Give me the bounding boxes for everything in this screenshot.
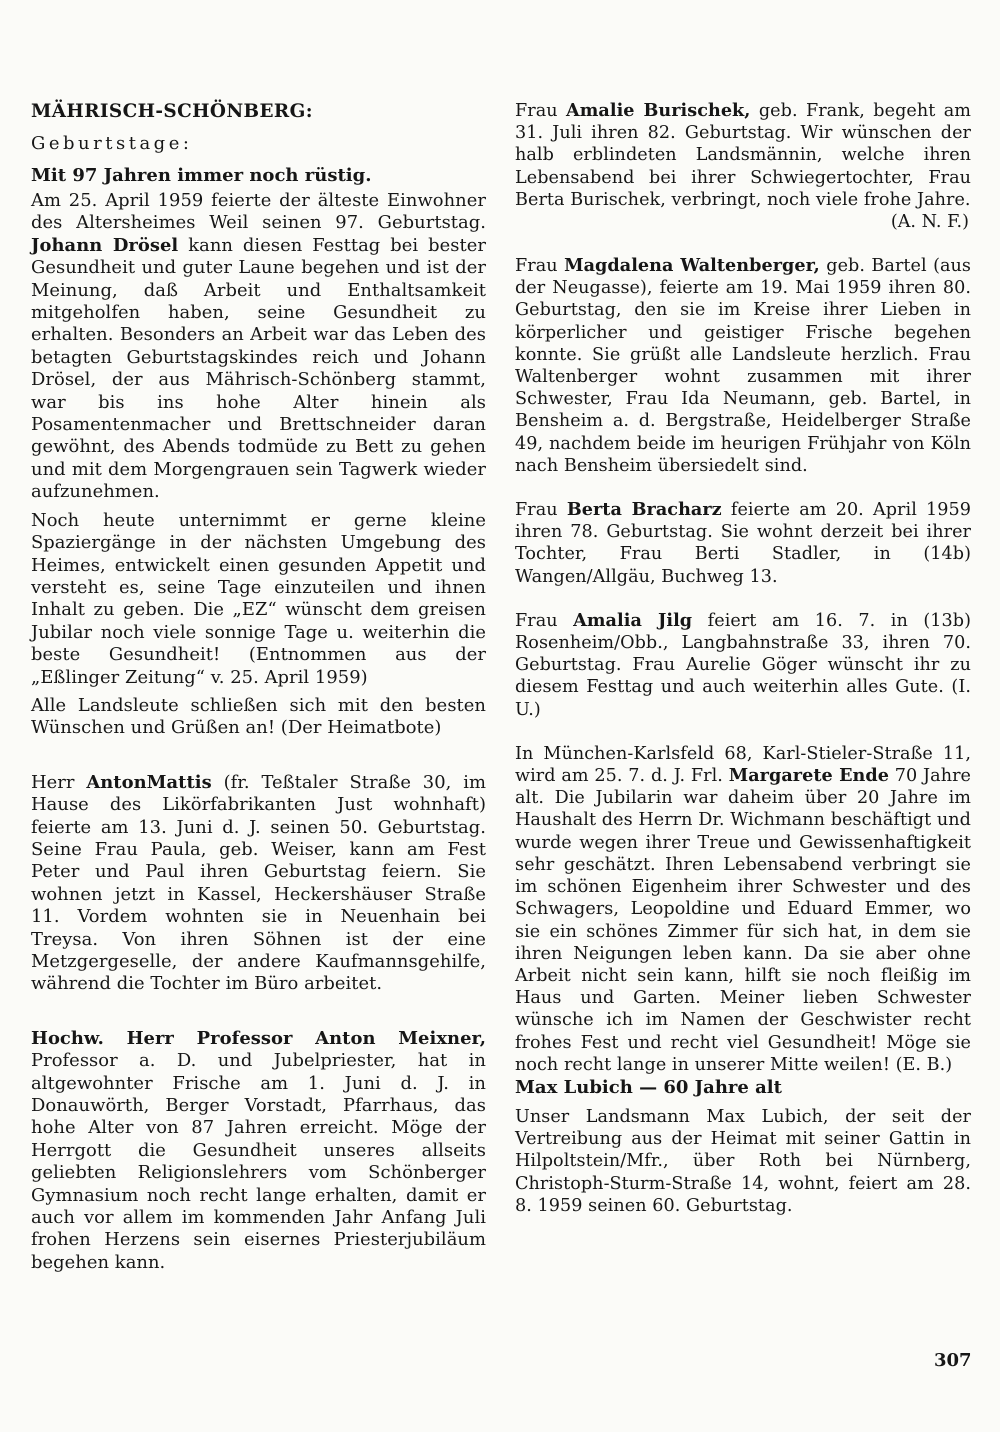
person-name: Magdalena Waltenberger, [564, 255, 820, 277]
page-number: 307 [934, 1350, 972, 1371]
article-meixner: Hochw. Herr Professor Anton Meixner, Professor a. D. und Jubelpriester, hat in altgewohnter Frische am 1. Juni d. J. in Donauwörth, Berger Vorstadt, Pfarrhaus, das hohe Alter von 87 Jahren erreicht. Möge der Herrgott die Gesundheit unseres allseits geliebten Religionslehrers vom Schönberger Gymnasium noch recht lange erhalten, damit er auch vor allem im kommenden Jahr Anfang Juli frohen Herzens sein eisernes Priesterjubiläum begehen kann. [31, 1027, 486, 1273]
person-name: Hochw. Herr Professor Anton Meixner, [31, 1027, 486, 1049]
article-lubich: Unser Landsmann Max Lubich, der seit der Vertreibung aus der Heimat mit seiner Gattin in Hilpoltstein/Mfr., über Roth bei Nürnberg, Christoph-Sturm-Straße 14, wohnt, feiert am 28. 8. 1959 seinen 60. Geburtstag. [515, 1106, 971, 1216]
person-name: Berta Bracharz [566, 499, 722, 521]
article-droesel-paragraph-3: Alle Landsleute schließen sich mit den besten Wünschen und Grüßen an! (Der Heimatbote) [31, 694, 486, 739]
person-name: AntonMattis [86, 771, 212, 793]
article-burischek: Frau Amalie Burischek, geb. Frank, begeht am 31. Juli ihren 82. Geburtstag. Wir wünschen der halb erblindeten Landsmännin, welche ihren Lebensabend bei ihrer Schwiegertochter, Frau Berta Burischek, verbringt, noch viele frohe Jahre. [515, 100, 971, 210]
person-name: Amalie Burischek, [566, 100, 751, 121]
section-title: MÄHRISCH-SCHÖNBERG: [31, 101, 313, 122]
article-mattis: Herr AntonMattis (fr. Teßtaler Straße 30, im Hause des Likörfabrikanten Just wohnhaft) feierte am 13. Juni d. J. seinen 50. Geburtstag. Seine Frau Paula, geb. Weiser, kann am Fest Peter und Paul ihren Geburtstag feiern. Sie wohnen jetzt in Kassel, Heckershäuser Straße 11. Vordem wohnten sie in Neuenhain bei Treysa. Von ihren Söhnen ist der eine Metzgergeselle, der andere Kaufmannsgehilfe, während die Tochter im Büro arbeitet. [31, 771, 486, 995]
person-name: Johann Drösel [31, 234, 179, 256]
right-column [515, 100, 971, 1217]
person-name: Margarete Ende [728, 765, 889, 787]
left-column [31, 100, 486, 1274]
article-ende: In München-Karlsfeld 68, Karl-Stieler-Straße 11, wird am 25. 7. d. J. Frl. Margarete Ende 70 Jahre alt. Die Jubilarin war daheim über 20 Jahre im Haushalt des Herrn Dr. Wichmann beschäftigt und wurde wegen ihrer Treue und Gewissenhaftigkeit sehr geschätzt. Ihren Lebensabend verbringt sie im schönen Eigenheim ihrer Schwester und des Schwagers, Leopoldine und Eduard Emmer, wo sie ein schönes Zimmer für sich hat, in dem sie ihren Neigungen leben kann. Da sie aber ohne Arbeit nicht sein kann, hilft sie noch fleißig im Haus und Garten. Meiner lieben Schwester wünsche ich im Namen der Geschwister recht frohes Fest und recht viel Gesundheit! Möge sie noch recht lange in unserer Mitte weilen! (E. B.) [515, 743, 971, 1075]
article-waltenberger: Frau Magdalena Waltenberger, geb. Bartel (aus der Neugasse), feierte am 19. Mai 1959 ihren 80. Geburtstag, den sie im Kreise ihrer Lieben in körperlicher und geistiger Frische begehen konnte. Sie grüßt alle Landsleute herzlich. Frau Waltenberger wohnt zusammen mit ihrer Schwester, Frau Ida Neumann, geb. Bartel, in Bensheim a. d. Bergstraße, Heidelberger Straße 49, nachdem beide im heurigen Frühjahr von Köln nach Bensheim übersiedelt sind. [515, 255, 971, 476]
section-subtitle: Geburtstage: [31, 133, 193, 154]
article-signature: (A. N. F.) [890, 212, 969, 233]
person-name: Amalia Jilg [573, 609, 693, 631]
article-jilg: Frau Amalia Jilg feiert am 16. 7. in (13b) Rosenheim/Obb., Langbahnstraße 33, ihren 70. Geburtstag. Frau Aurelie Göger wünscht ihr zu diesem Festtag und auch weiterhin alles Gute. (I. U.) [515, 609, 972, 720]
article-heading-lubich: Max Lubich — 60 Jahre alt [515, 1076, 782, 1098]
article-droesel-paragraph-1: Am 25. April 1959 feierte der älteste Einwohner des Altersheimes Weil seinen 97. Geburtstag. Johann Drösel kann diesen Festtag bei bester Gesundheit und guter Laune begehen und ist der Meinung, daß Arbeit und Enthaltsamkeit mitgeholfen haben, seine Gesundheit zu erhalten. Besonders an Arbeit war das Leben des betagten Geburtstagskindes reich und Johann Drösel, der aus Mährisch-Schönberg stammt, war bis ins hohe Alter hinein als Posamentenmacher und Brettschneider daran gewöhnt, des Abends todmüde zu Bett zu gehen und mit dem Morgengrauen sein Tagwerk wieder aufzunehmen. [31, 190, 486, 503]
article-bracharz: Frau Berta Bracharz feierte am 20. April 1959 ihren 78. Geburtstag. Sie wohnt derzeit bei ihrer Tochter, Frau Berti Stadler, in (14b) Wangen/Allgäu, Buchweg 13. [515, 499, 972, 587]
article-heading-droesel: Mit 97 Jahren immer noch rüstig. [31, 165, 372, 186]
article-droesel-paragraph-2: Noch heute unternimmt er gerne kleine Spaziergänge in der nächsten Umgebung des Heimes, entwickelt einen gesunden Appetit und versteht es, seine Tage einzuteilen und ihnen Inhalt zu geben. Die „EZ“ wünscht dem greisen Jubilar noch viele sonnige Tage u. weiterhin die beste Gesundheit! (Entnommen aus der „Eßlinger Zeitung“ v. 25. April 1959) [31, 509, 486, 688]
